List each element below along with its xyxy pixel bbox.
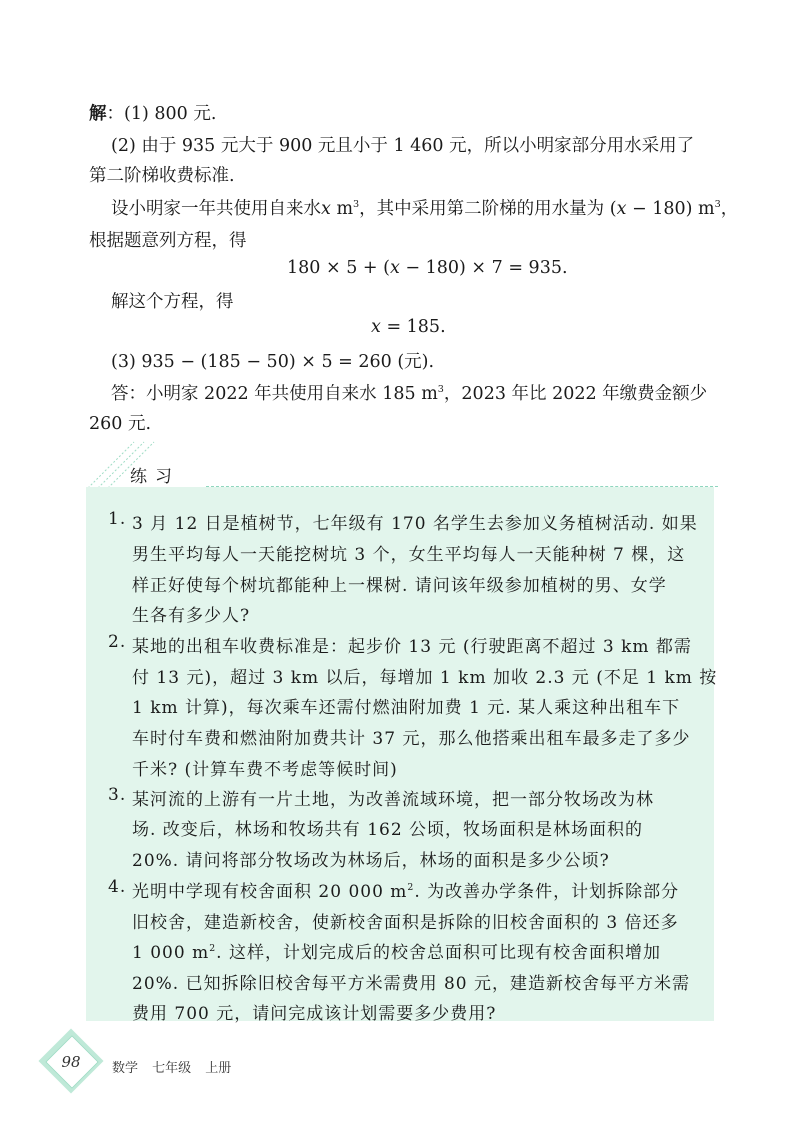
solution-line-4: 设小明家一年共使用自来水x $m^3$，其中采用第二阶梯的用水量为 (x − 180) $m^3$， (111, 198, 739, 219)
solution-line-2: (2) 由于 935 元大于 900 元且小于 1 460 元，所以小明家部分用水采用了 (111, 136, 695, 156)
equation-2: x = 185. (371, 317, 446, 337)
exercise-header (86, 440, 716, 490)
exercise-title: 练习 (130, 467, 180, 487)
solution-line-9: 260 元. (89, 414, 152, 434)
book-title: 数学 七年级 上册 (112, 1061, 232, 1076)
solution-line-6: 解这个方程，得 (111, 292, 234, 312)
solution-label: 解 (89, 104, 107, 124)
solution-line-5: 根据题意列方程，得 (89, 231, 247, 251)
exercise-box: 1. 3 月 12 日是植树节，七年级有 170 名学生去参加义务植树活动. 如果 男生平均每人一天能挖树坑 3 个，女生平均每人一天能种树 7 棵，这 样正好使每个树坑都能种上一棵树. 请问该年级参加植树的男、女学 生各有多少人? 2. 某地的出租车收费标准是：起步价 13 元 (行驶距离不超过 3 km 都需 付 13 元)，超过 3 km 以后，每增加 1 km 加收 2.3 元 (不足 1 km 按 1 km 计算)，每次乘车还需付燃油附加费 1 元. 某人乘这种出租车下 车时付车费和燃油附加费共计 37 元，那么他搭乘出租车最多走了多少 千米? (计算车费不考虑等候时间) 3. 某河流的上游有一片土地，为改善流域环境，把一部分牧场改为林 场. 改变后，林场和牧场共有 162 公顷，牧场面积是林场面积的 20%. 请问将部分牧场改为林场后，林场的面积是多少公顷? 4. 光明中学现有校舍面积 20 000 $m^2$. 为改善办学条件，计划拆除部分 旧校舍，建造新校舍，使新校舍面积是拆除的旧校舍面积的 3 倍还多 1 000 $m^2$. 这样，计划完成后的校舍总面积可比现有校舍面积增加 20%. 已知拆除旧校舍每平方米需费用 80 元，建造新校舍每平方米需 费用 700 元，请问完成该计划需要多少费用? (86, 487, 714, 1021)
equation-1: 180 × 5 + (x − 180) × 7 = 935. (287, 258, 568, 278)
solution-line-8: 答：小明家 2022 年共使用自来水 185 $m^3$，2023 年比 2022 年缴费金额少 (111, 383, 708, 404)
solution-line-1: 解：(1) 800 元. (89, 104, 217, 124)
solution-line-3: 第二阶梯收费标准. (89, 166, 235, 186)
page-number: 98 (61, 1053, 81, 1071)
solution-line-7: (3) 935 − (185 − 50) × 5 = 260 (元). (111, 352, 435, 372)
